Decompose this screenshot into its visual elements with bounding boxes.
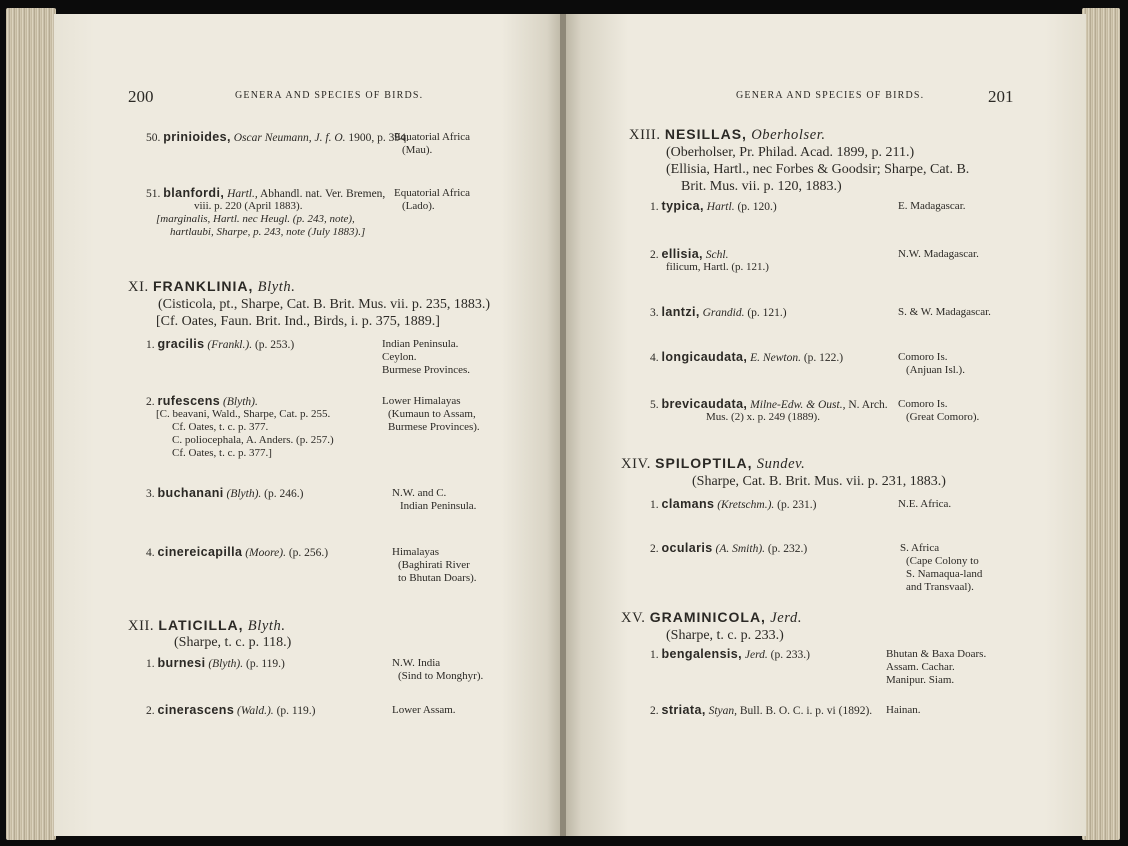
species-entry: 4. cinereicapilla (Moore). (p. 256.) [146,545,329,559]
range-line: Equatorial Africa [394,187,471,199]
genus-reference: (Cisticola, pt., Sharpe, Cat. B. Brit. Mus. vii. p. 235, 1883.) [158,297,491,312]
running-head: GENERA AND SPECIES OF BIRDS. [235,90,424,101]
range-line: Equatorial Africa [394,131,471,143]
species-entry: 2. ellisia, Schl. [650,247,729,261]
range-line: Ceylon. [382,351,417,363]
genus-heading: XII. LATICILLA, Blyth. [128,617,286,634]
range-line: S. Africa [900,542,940,554]
ref-line: hartlaubi, Sharpe, p. 243, note (July 1883).] [170,226,366,238]
genus-heading: XV. GRAMINICOLA, Jerd. [621,609,803,626]
range-line: to Bhutan Doars). [398,572,477,584]
range-line: Lower Himalayas [382,395,461,407]
range-line: Hainan. [886,704,921,716]
genus-reference: (Sharpe, Cat. B. Brit. Mus. vii. p. 231, 1883.) [692,474,946,489]
species-entry: 2. ocularis (A. Smith). (p. 232.) [650,541,808,555]
range-line: (Cape Colony to [906,555,979,567]
range-line: (Lado). [402,200,435,212]
running-head: GENERA AND SPECIES OF BIRDS. [736,90,925,101]
book-edge-left [6,8,56,840]
range-line: Comoro Is. [898,351,948,363]
range-line: N.W. India [392,657,441,669]
genus-reference: Brit. Mus. vii. p. 120, 1883.) [681,179,842,194]
genus-heading: XI. FRANKLINIA, Blyth. [128,278,296,295]
page-number: 201 [988,87,1014,106]
ref-line: Cf. Oates, t. c. p. 377.] [172,447,272,459]
ref-line: [marginalis, Hartl. nec Heugl. (p. 243, note), [156,213,355,225]
species-entry: 2. cinerascens (Wald.). (p. 119.) [146,703,316,717]
species-entry: 4. longicaudata, E. Newton. (p. 122.) [650,350,844,364]
species-entry: 51. blanfordi, Hartl., Abhandl. nat. Ver. Bremen, [146,186,386,200]
genus-heading: XIII. NESILLAS, Oberholser. [629,126,826,143]
species-entry: 2. rufescens (Blyth). [146,394,258,408]
page-number: 200 [128,87,154,106]
ref-line: Mus. (2) x. p. 249 (1889). [706,411,820,423]
range-line: Assam. Cachar. [886,661,955,673]
range-line: Burmese Provinces). [388,421,480,433]
genus-reference: (Oberholser, Pr. Philad. Acad. 1899, p. 211.) [666,145,915,160]
range-line: Burmese Provinces. [382,364,470,376]
genus-reference: [Cf. Oates, Faun. Brit. Ind., Birds, i. p. 375, 1889.] [156,314,440,329]
genus-reference: (Sharpe, t. c. p. 118.) [174,635,292,650]
range-line: (Baghirati River [398,559,470,571]
range-line: Lower Assam. [392,704,456,716]
range-line: Manipur. Siam. [886,674,955,686]
range-line: Himalayas [392,546,440,558]
ref-line: C. poliocephala, A. Anders. (p. 257.) [172,434,334,446]
range-line: N.E. Africa. [898,498,952,510]
species-entry: 1. clamans (Kretschm.). (p. 231.) [650,497,817,511]
range-line: N.W. and C. [392,487,447,499]
range-line: Indian Peninsula. [400,500,477,512]
species-entry: 5. brevicaudata, Milne-Edw. & Oust., N. Arch. [650,397,888,411]
species-entry: 50. prinioides, Oscar Neumann, J. f. O. 1900, p. 394. [146,130,409,144]
range-line: Indian Peninsula. [382,338,459,350]
range-line: N.W. Madagascar. [898,248,979,260]
ref-line: filicum, Hartl. (p. 121.) [666,261,769,273]
range-line: E. Madagascar. [898,200,966,212]
range-line: S. Namaqua-land [906,568,983,580]
genus-reference: (Sharpe, t. c. p. 233.) [666,628,784,643]
right-page [566,14,1086,836]
range-line: (Anjuan Isl.). [906,364,965,376]
species-entry: 1. burnesi (Blyth). (p. 119.) [146,656,285,670]
range-line: Bhutan & Baxa Doars. [886,648,987,660]
ref-line: Cf. Oates, t. c. p. 377. [172,421,269,433]
range-line: (Great Comoro). [906,411,980,423]
species-entry: 2. striata, Styan, Bull. B. O. C. i. p. vi (1892). [650,703,873,717]
species-entry: 1. typica, Hartl. (p. 120.) [650,199,777,213]
range-line: (Mau). [402,144,433,156]
ref-line: viii. p. 220 (April 1883). [194,200,303,212]
genus-reference: (Ellisia, Hartl., nec Forbes & Goodsir; Sharpe, Cat. B. [666,162,970,177]
range-line: (Sind to Monghyr). [398,670,484,682]
species-entry: 1. bengalensis, Jerd. (p. 233.) [650,647,810,661]
book-edge-right [1082,8,1120,840]
species-entry: 3. buchanani (Blyth). (p. 246.) [146,486,304,500]
left-page [54,14,562,836]
range-line: S. & W. Madagascar. [898,306,991,318]
range-line: (Kumaun to Assam, [388,408,476,420]
species-entry: 3. lantzi, Grandid. (p. 121.) [650,305,787,319]
range-line: Comoro Is. [898,398,948,410]
range-line: and Transvaal). [906,581,974,593]
species-entry: 1. gracilis (Frankl.). (p. 253.) [146,337,295,351]
ref-line: [C. beavani, Wald., Sharpe, Cat. p. 255. [156,408,331,420]
genus-heading: XIV. SPILOPTILA, Sundev. [621,455,806,472]
